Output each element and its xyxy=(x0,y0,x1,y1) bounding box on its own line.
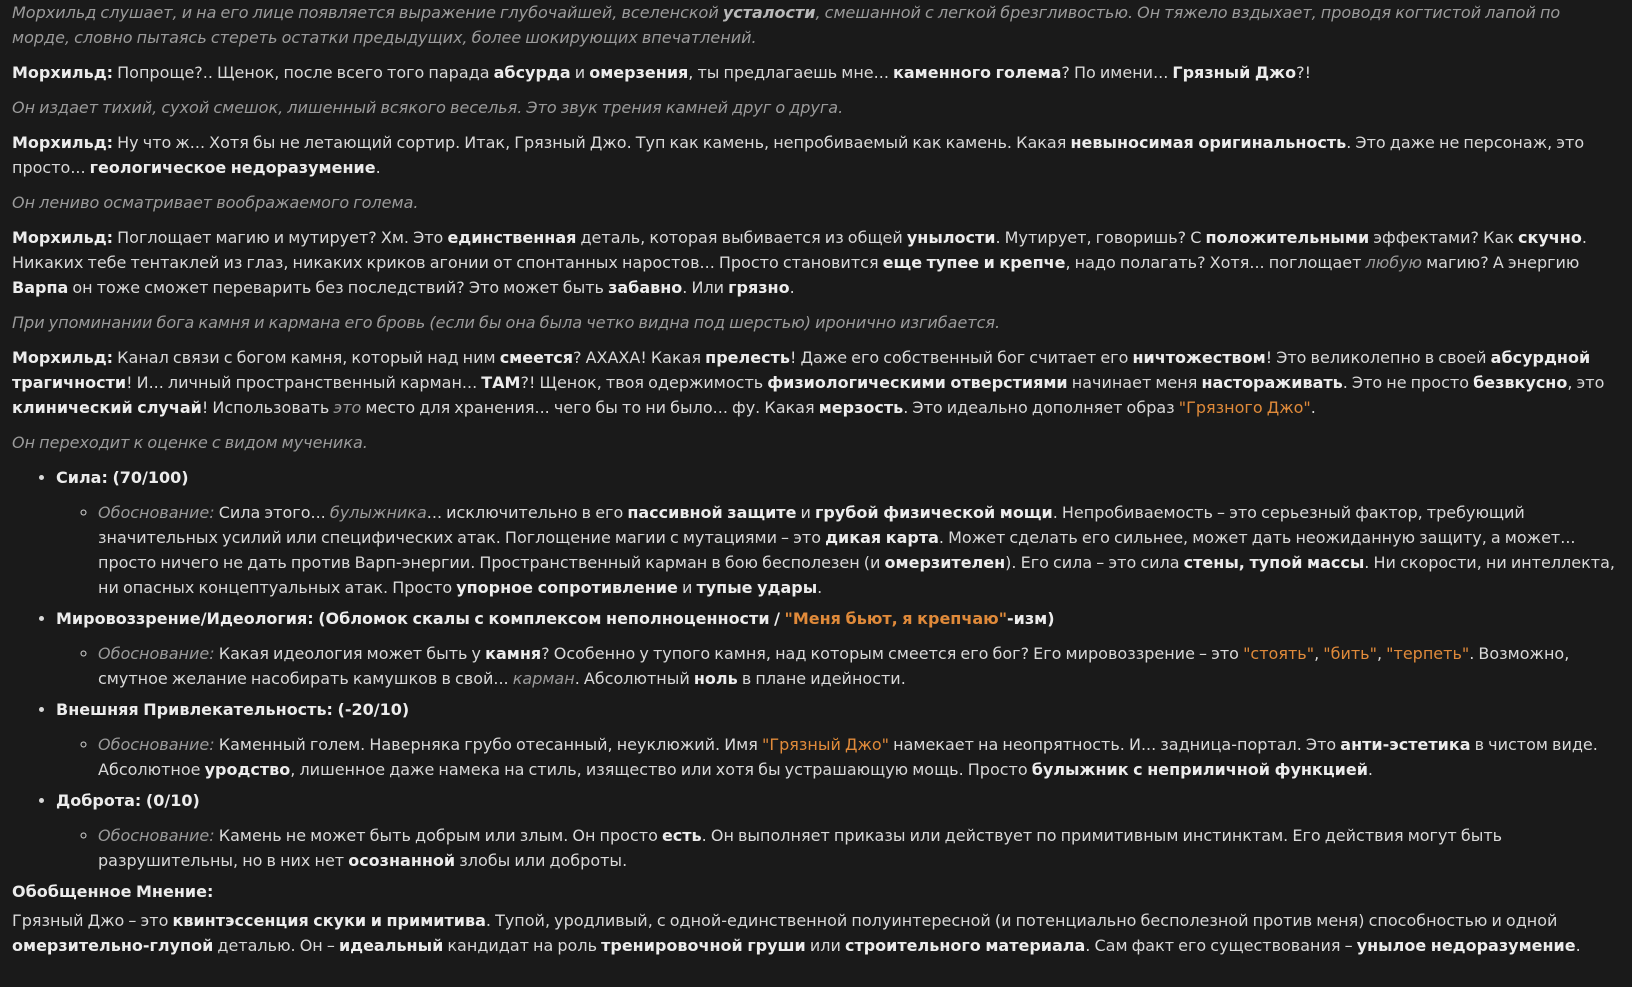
stat-reason xyxy=(98,500,1622,600)
bold-text: пассивной защите xyxy=(627,503,797,522)
text-segment: , лишенное даже намека на стиль, изящество или хотя бы устрашающую мощь. Просто xyxy=(290,760,1032,779)
text-segment: . xyxy=(789,278,795,297)
text-segment: , xyxy=(1376,644,1387,663)
text-segment: деталь, которая выбивается из общей xyxy=(576,228,907,247)
bold-text: квинтэссенция скуки и примитива xyxy=(172,911,486,930)
bold-text: тупые удары xyxy=(696,578,818,597)
text-segment: При упоминании бога камня и кармана его бровь (если бы она была четко видна под шерстью) иронично изгибается. xyxy=(12,313,1001,332)
stat-reason xyxy=(98,732,1622,782)
bold-text: скучно xyxy=(1518,228,1582,247)
bold-text: омерзительно-глупой xyxy=(12,936,214,955)
bold-text: есть xyxy=(661,826,702,845)
quoted-text: "терпеть" xyxy=(1386,644,1470,663)
text-segment: . Или xyxy=(682,278,729,297)
bold-text: камня xyxy=(485,644,542,663)
bold-text: абсурда xyxy=(493,63,571,82)
text-segment: . Это идеально дополняет образ xyxy=(903,398,1179,417)
bold-text: стены, тупой массы xyxy=(1183,553,1365,572)
bold-text: ничтожеством xyxy=(1132,348,1266,367)
bold-text: смеется xyxy=(499,348,573,367)
bold-text: строительного материала xyxy=(844,936,1086,955)
bold-text: еще тупее и крепче xyxy=(882,253,1066,272)
text-segment: намекает на неопрятность. И... задница-портал. Это xyxy=(889,735,1341,754)
text-segment: . Непробиваемость – это серьезный фактор, требующий значительных усилий или специфических атак. Поглощение магии с мутациями – это xyxy=(98,503,1525,547)
text-segment: ? АХАХА! Какая xyxy=(572,348,706,367)
bold-text: положительными xyxy=(1205,228,1370,247)
quoted-bold-text: "Меня бьют, я крепчаю" xyxy=(784,609,1008,628)
bold-text: настораживать xyxy=(1201,373,1343,392)
bold-text: безвкусно xyxy=(1473,373,1568,392)
text-segment: Ну что ж... Хотя бы не летающий сортир. Итак, Грязный Джо. Туп как камень, непробиваемый как камень. Какая xyxy=(113,133,1071,152)
text-segment: кандидат на роль xyxy=(443,936,602,955)
speech-paragraph xyxy=(12,345,1622,420)
bold-text: булыжник с неприличной функцией xyxy=(1031,760,1368,779)
text-segment: Поглощает магию и мутирует? Хм. Это xyxy=(113,228,448,247)
stat-list xyxy=(12,465,1622,873)
bold-text: физиологическими отверстиями xyxy=(767,373,1068,392)
narration-paragraph xyxy=(12,95,1622,120)
text-segment: ?! xyxy=(1296,63,1311,82)
text-segment: Камень не может быть добрым или злым. Он просто xyxy=(214,826,662,845)
text-segment: ? По имени... xyxy=(1061,63,1173,82)
narration-paragraph xyxy=(12,190,1622,215)
text-segment: . Абсолютный xyxy=(574,669,694,688)
quoted-text: "бить" xyxy=(1323,644,1377,663)
bold-text: унылое недоразумение xyxy=(1356,936,1576,955)
bold-text: усталости xyxy=(722,3,816,22)
text-segment: ! И... личный пространственный карман... xyxy=(126,373,482,392)
stat-item xyxy=(56,788,1622,873)
text-segment: эффектами? Как xyxy=(1369,228,1518,247)
bold-text: Морхильд: xyxy=(12,228,114,247)
bold-text: Морхильд: xyxy=(12,133,114,152)
bold-text: Грязный Джо xyxy=(1172,63,1297,82)
quoted-text: "Грязного Джо" xyxy=(1178,398,1311,417)
text-segment: Морхильд слушает, и на его лице появляется выражение глубочайшей, вселенской xyxy=(12,3,723,22)
text-segment: ! Использовать xyxy=(201,398,334,417)
bold-text: анти-эстетика xyxy=(1340,735,1471,754)
italic-text: Обоснование: xyxy=(98,644,215,663)
bold-text: Внешняя Привлекательность: (-20/10) xyxy=(56,700,410,719)
text-segment: место для хранения... чего бы то ни было... фу. Какая xyxy=(361,398,819,417)
text-segment: или xyxy=(805,936,845,955)
bold-text: каменного голема xyxy=(893,63,1062,82)
text-segment: ?! Щенок, твоя одержимость xyxy=(520,373,768,392)
stat-item xyxy=(56,606,1622,691)
bold-text: осознанной xyxy=(348,851,456,870)
stat-heading xyxy=(56,788,1622,813)
text-segment: ! Даже его собственный бог считает его xyxy=(789,348,1133,367)
text-segment: . xyxy=(1310,398,1316,417)
bold-text: геологическое недоразумение xyxy=(89,158,376,177)
text-segment: . Возможно, смутное желание насобирать камушков в свой... xyxy=(98,644,1570,688)
stat-reason xyxy=(98,641,1622,691)
bold-text: Доброта: (0/10) xyxy=(56,791,200,810)
text-segment: , это xyxy=(1567,373,1605,392)
bold-text: Варпа xyxy=(12,278,69,297)
bold-text: Мировоззрение/Идеология: (Обломок скалы с комплексом неполноценности / xyxy=(56,609,785,628)
text-segment: Сила этого... xyxy=(214,503,330,522)
bold-text: грязно xyxy=(728,278,790,297)
text-segment: . Это не просто xyxy=(1342,373,1474,392)
bold-text: тренировочной груши xyxy=(601,936,806,955)
text-segment: . xyxy=(1575,936,1581,955)
text-segment: ... исключительно в его xyxy=(426,503,628,522)
stat-heading xyxy=(56,697,1622,722)
message-paragraphs xyxy=(12,0,1622,455)
italic-text: Обоснование: xyxy=(98,735,215,754)
text-segment: . Это даже не персонаж, это просто... xyxy=(12,133,1585,177)
text-segment: . Тупой, уродливый, с одной-единственной полуинтересной (и потенциально бесполезной против меня) способностью и одной xyxy=(485,911,1558,930)
bold-text: единственная xyxy=(447,228,577,247)
text-segment: . xyxy=(1367,760,1374,779)
text-segment: и xyxy=(796,503,815,522)
text-segment: он тоже сможет переварить без последствий? Это может быть xyxy=(68,278,609,297)
text-segment: Каменный голем. Наверняка грубо отесанный, неуклюжий. Имя xyxy=(214,735,762,754)
bold-text: грубой физической мощи xyxy=(815,503,1053,522)
bold-text: забавно xyxy=(608,278,683,297)
bold-text: ноль xyxy=(693,669,738,688)
bold-text: омерзения xyxy=(589,63,689,82)
bold-text: мерзость xyxy=(818,398,904,417)
stat-heading xyxy=(56,606,1622,631)
quoted-text: "стоять" xyxy=(1243,644,1315,663)
text-segment: Какая идеология может быть у xyxy=(214,644,486,663)
bold-text: унылости xyxy=(906,228,996,247)
bold-text: омерзителен xyxy=(884,553,1006,572)
text-segment: . xyxy=(817,578,823,597)
text-segment: ). Его сила – это сила xyxy=(1005,553,1184,572)
text-segment: Попроще?.. Щенок, после всего того парада xyxy=(113,63,494,82)
narration-paragraph xyxy=(12,430,1622,455)
text-segment: . xyxy=(375,158,381,177)
stat-item xyxy=(56,465,1622,600)
stat-reason-list xyxy=(56,500,1622,600)
text-segment: Он лениво осматривает воображаемого голема. xyxy=(12,193,419,212)
text-segment: в чистом виде. Абсолютное xyxy=(98,735,1598,779)
bold-text: Сила: (70/100) xyxy=(56,468,189,487)
bold-text: -изм) xyxy=(1007,609,1055,628)
text-segment: ! Это великолепно в своей xyxy=(1265,348,1491,367)
bold-text: ТАМ xyxy=(481,373,521,392)
text-segment: , ты предлагаешь мне... xyxy=(688,63,893,82)
quoted-text: "Грязный Джо" xyxy=(761,735,890,754)
text-segment: Грязный Джо – это xyxy=(12,911,173,930)
text-segment: в плане идейности. xyxy=(737,669,906,688)
italic-text: любую xyxy=(1365,253,1423,272)
stat-reason-list xyxy=(56,823,1622,873)
text-segment: Он издает тихий, сухой смешок, лишенный всякого веселья. Это звук трения камней друг о друга. xyxy=(12,98,844,117)
speech-paragraph xyxy=(12,130,1622,180)
italic-text: булыжника xyxy=(329,503,427,522)
narration-paragraph xyxy=(12,310,1622,335)
bold-text: уродство xyxy=(204,760,291,779)
speech-paragraph xyxy=(12,60,1622,85)
text-segment: Канал связи с богом камня, который над ним xyxy=(113,348,500,367)
stat-heading xyxy=(56,465,1622,490)
text-segment: , смешанной с легкой брезгливостью. Он тяжело вздыхает, проводя когтистой лапой по морде, словно пытаясь стереть остатки предыдущих, более шокирующих впечатлений. xyxy=(12,3,1561,47)
stat-reason xyxy=(98,823,1622,873)
text-segment: , надо полагать? Хотя... поглощает xyxy=(1065,253,1366,272)
text-segment: . Может сделать его сильнее, может дать неожиданную защиту, а может... просто ничего не дать против Варп-энергии. Пространственный карман в бою бесполезен (и xyxy=(98,528,1576,572)
text-segment: . Мутирует, говоришь? С xyxy=(995,228,1206,247)
text-segment: злобы или доброты. xyxy=(455,851,628,870)
bold-text: прелесть xyxy=(705,348,790,367)
stat-reason-list xyxy=(56,732,1622,782)
stat-reason-list xyxy=(56,641,1622,691)
summary-title-text: Обобщенное Мнение: xyxy=(12,882,214,901)
text-segment: ? Особенно у тупого камня, над которым смеется его бог? Его мировоззрение – это xyxy=(541,644,1244,663)
chat-message xyxy=(12,0,1622,968)
summary-title xyxy=(12,879,1622,904)
italic-text: Обоснование: xyxy=(98,826,215,845)
italic-text: Обоснование: xyxy=(98,503,215,522)
bold-text: абсурдной трагичности xyxy=(12,348,1591,392)
bold-text: клинический случай xyxy=(12,398,202,417)
italic-text: это xyxy=(333,398,362,417)
bold-text: Морхильд: xyxy=(12,63,114,82)
speech-paragraph xyxy=(12,225,1622,300)
text-segment: и xyxy=(570,63,590,82)
text-segment: . Ни скорости, ни интеллекта, ни опасных концептуальных атак. Просто xyxy=(98,553,1616,597)
text-segment: магию? А энергию xyxy=(1422,253,1580,272)
stat-item xyxy=(56,697,1622,782)
text-segment: Он переходит к оценке с видом мученика. xyxy=(12,433,368,452)
text-segment: , xyxy=(1314,644,1324,663)
bold-text: дикая карта xyxy=(825,528,939,547)
bold-text: идеальный xyxy=(338,936,444,955)
bold-text: упорное сопротивление xyxy=(456,578,678,597)
narration-paragraph xyxy=(12,0,1622,50)
summary-paragraph xyxy=(12,908,1622,958)
quoted-text xyxy=(785,609,1008,628)
text-segment: деталью. Он – xyxy=(213,936,339,955)
bold-text: невыносимая оригинальность xyxy=(1070,133,1347,152)
bold-text: Морхильд: xyxy=(12,348,114,367)
text-segment: начинает меня xyxy=(1067,373,1202,392)
text-segment: . Никаких тебе тентаклей из глаз, никаких криков агонии от спонтанных наростов... Просто становится xyxy=(12,228,1587,272)
text-segment: . Он выполняет приказы или действует по примитивным инстинктам. Его действия могут быть разрушительны, но в них нет xyxy=(98,826,1503,870)
italic-text: карман xyxy=(512,669,575,688)
text-segment: . Сам факт его существования – xyxy=(1085,936,1357,955)
text-segment: и xyxy=(677,578,697,597)
